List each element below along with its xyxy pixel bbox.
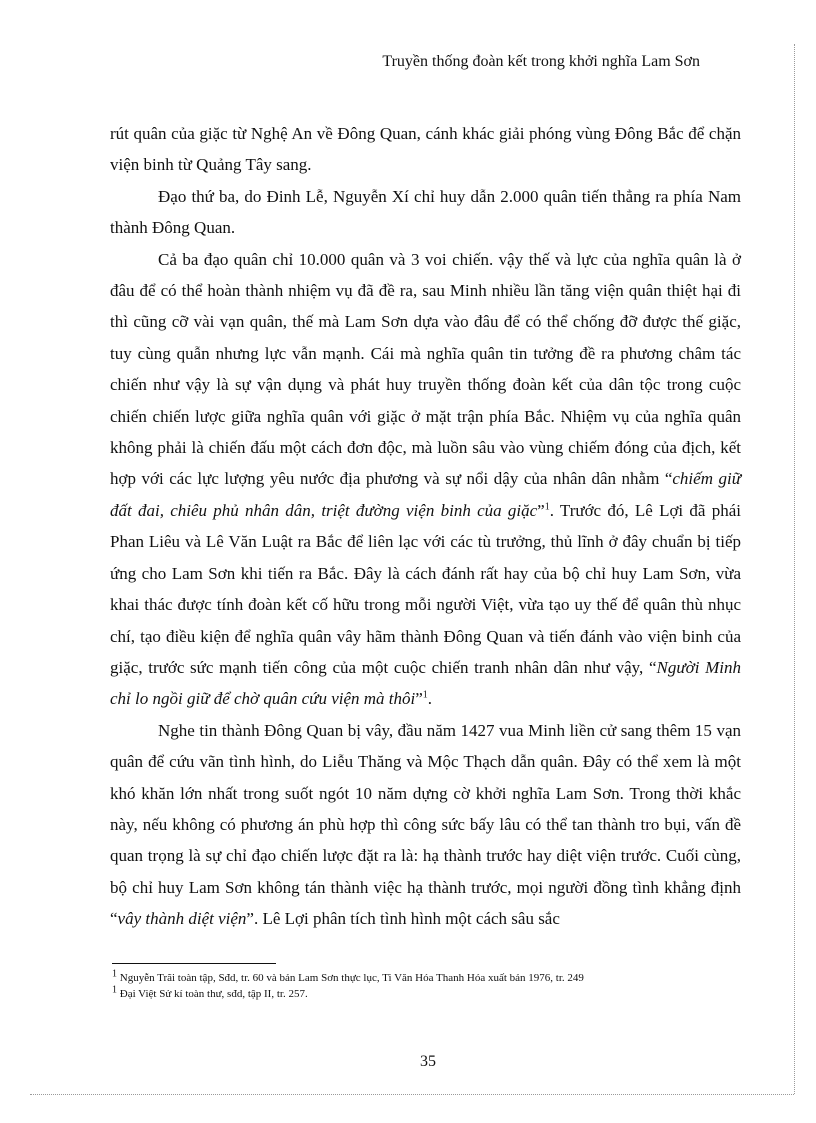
page-border-right bbox=[794, 44, 795, 1094]
running-header: Truyền thống đoàn kết trong khởi nghĩa Lam Sơn bbox=[382, 53, 700, 70]
footnote-separator bbox=[112, 963, 276, 964]
footnote-2-text: Đại Việt Sử kí toàn thư, sđd, tập II, tr. 257. bbox=[117, 988, 308, 1000]
paragraph-3-text-continued: . Trước đó, Lê Lợi đã phái Phan Liêu và Lê Văn Luật ra Bắc để liên lạc với các tù trưởng, thủ lĩnh ở đây chuẩn bị tiếp ứng cho Lam Sơn khi tiến ra Bắc. Đây là cách đánh rất hay của bộ chỉ huy Lam Sơn, vừa khai thác được tính đoàn kết cố hữu trong mỗi người Việt, vừa tạo uy thế để quân thù nhục chí, tạo điều kiện để nghĩa quân vây hãm thành Đông Quan và tiến đánh vào viện binh của giặc, trước sức mạnh tiến công của một cuộc chiến tranh nhân dân như vậy, “ bbox=[110, 500, 741, 677]
footnote-2-marker: 1 bbox=[112, 984, 117, 996]
page-border-bottom bbox=[30, 1094, 794, 1095]
paragraph-1: rút quân của giặc từ Nghệ An về Đông Quan, cánh khác giải phóng vùng Đông Bắc để chặn viện binh từ Quảng Tây sang. bbox=[110, 124, 741, 175]
paragraph-4-text: Nghe tin thành Đông Quan bị vây, đầu năm 1427 vua Minh liền cử sang thêm 15 vạn quân để cứu vãn tình hình, do Liễu Thăng và Mộc Thạch dẫn quân. Đây có thể xem là một khó khăn lớn nhất trong suốt ngót 10 năm dựng cờ khởi nghĩa Lam Sơn. Trong thời khắc này, nếu không có phương án phù hợp thì công sức bấy lâu có thể tan thành tro bụi, vấn đề quan trọng là sự chỉ đạo chiến lược đặt ra là: hạ thành trước hay diệt viện trước. Cuối cùng, bộ chỉ huy Lam Sơn không tán thành việc hạ thành trước, mọi người đồng tình khẳng định “ bbox=[110, 720, 741, 929]
quote-chiem-giu-dat-dai: chiếm giữ đất đai, chiêu phủ nhân dân, triệt đường viện binh của giặc bbox=[110, 469, 741, 520]
footnote-ref-1: 1 bbox=[544, 501, 550, 513]
quote-nguoi-minh: Người Minh chỉ lo ngồi giữ để chờ quân cứu viện mà thôi bbox=[110, 657, 741, 709]
closing-quote-mark: ” bbox=[537, 500, 545, 520]
paragraph-2: Đạo thứ ba, do Đinh Lễ, Nguyễn Xí chỉ huy dẫn 2.000 quân tiến thẳng ra phía Nam thành Đông Quan. bbox=[110, 186, 741, 238]
quote-vay-thanh-diet-vien: vây thành diệt viện bbox=[117, 909, 247, 929]
sentence-end: . bbox=[427, 689, 433, 709]
paragraph-3 bbox=[110, 244, 741, 715]
closing-quote-mark: ” bbox=[415, 689, 423, 709]
footnotes bbox=[112, 970, 732, 1002]
footnote-ref-2: 1 bbox=[422, 689, 428, 701]
page-number: 35 bbox=[420, 1053, 436, 1070]
footnote-1-marker: 1 bbox=[112, 968, 117, 980]
paragraph-4 bbox=[110, 715, 741, 935]
body-text bbox=[110, 118, 741, 935]
footnote-1-text: Nguyễn Trãi toàn tập, Sđd, tr. 60 và bản Lam Sơn thực lục, Ti Văn Hóa Thanh Hóa xuất bản 1976, tr. 249 bbox=[117, 972, 584, 984]
footnote-1 bbox=[112, 970, 732, 986]
footnote-2 bbox=[112, 986, 732, 1002]
paragraph-3-text: Cả ba đạo quân chỉ 10.000 quân và 3 voi chiến. vậy thế và lực của nghĩa quân là ở đâu để có thể hoàn thành nhiệm vụ đã đề ra, sau Minh nhiều lần tăng viện quân thiệt hại đi thì cũng cỡ vài vạn quân, thế mà Lam Sơn dựa vào đâu để có thể chống đỡ được thế giặc, tuy cùng quẫn nhưng lực vẫn mạnh. Cái mà nghĩa quân tin tưởng đề ra phương châm tác chiến như vậy là sự vận dụng và phát huy truyền thống đoàn kết của dân tộc trong cuộc chiến chiến lược giữa nghĩa quân với giặc ở mặt trận phía Bắc. Nhiệm vụ của nghĩa quân không phải là chiến đấu một cách đơn độc, mà luồn sâu vào vùng chiếm đóng của địch, kết hợp với các lực lượng yêu nước địa phương và sự nổi dậy của nhân dân nhằm “ bbox=[110, 249, 741, 489]
paragraph-4-text-continued: ”. Lê Lợi phân tích tình hình một cách sâu sắc bbox=[246, 909, 560, 929]
